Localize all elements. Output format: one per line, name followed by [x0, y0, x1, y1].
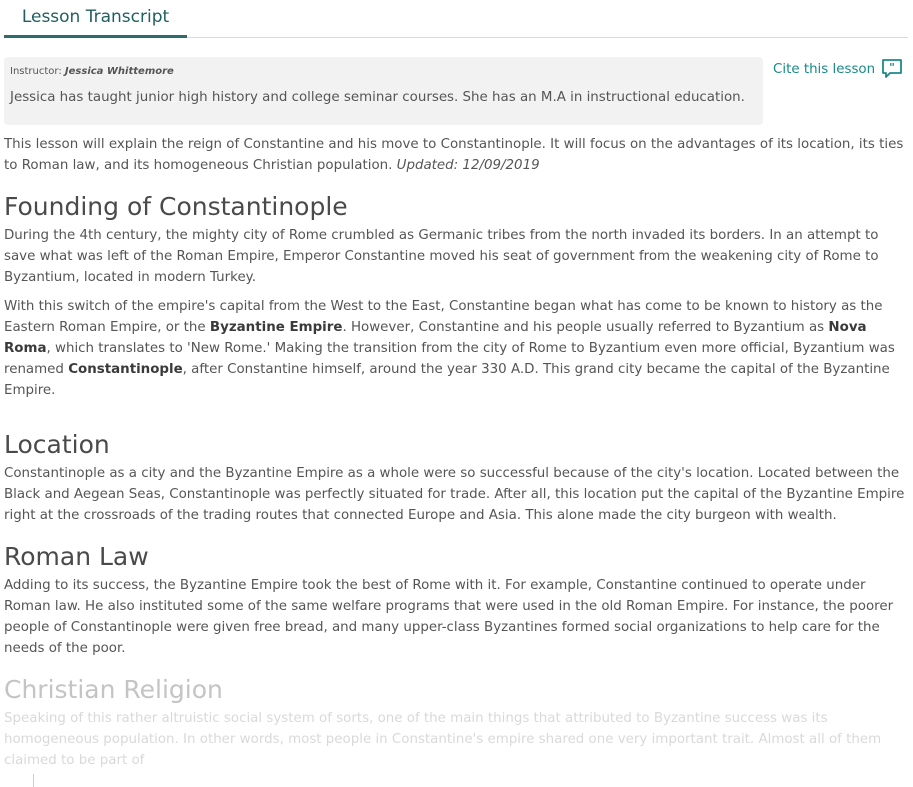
- instructor-box: [4, 57, 763, 125]
- founding-paragraph-2: [4, 296, 907, 401]
- tab-lesson-transcript[interactable]: Lesson Transcript: [4, 0, 187, 38]
- heading-roman-law: Roman Law: [4, 542, 149, 571]
- lesson-intro: [4, 134, 907, 176]
- intro-text: This lesson will explain the reign of Constantine and his move to Constantinople. It will focus on the advantages of its location, its ties to Roman law, and its homogeneous Christian population.: [4, 137, 904, 173]
- location-paragraph: Constantinople as a city and the Byzantine Empire as a whole were so successful because of the city's location. Located between the Black and Aegean Seas, Constantinople was perfectly situated for trade. After all, this location put the capital of the Byzantine Empire right at the crossroads of the trading routes that connected Europe and Asia. This alone made the city burgeon with wealth.: [4, 466, 905, 523]
- text-run: , after Constantine himself, around the year 330 A.D. This grand city became the capital of the Byzantine Empire.: [4, 362, 890, 398]
- term-nova-roma: Nova Roma: [4, 320, 867, 356]
- instructor-label: Instructor:: [10, 66, 62, 77]
- faded-preview: [4, 675, 907, 771]
- roman-law-paragraph: Adding to its success, the Byzantine Empire took the best of Rome with it. For example, Constantine continued to operate under Roman law. He also instituted some of the same welfare programs that were used in the old Roman Empire. For instance, the poorer people of Constantinople were given free bread, and many upper-class Byzantines formed social organizations to help care for the needs of the poor.: [4, 578, 894, 656]
- quote-icon: [881, 58, 903, 80]
- svg-text:": ": [889, 61, 895, 74]
- tab-bar: [4, 0, 908, 38]
- instructor-bio: Jessica has taught junior high history and college seminar courses. She has an M.A in instructional education.: [10, 90, 745, 105]
- text-run: . However, Constantine and his people usually referred to Byzantium as: [342, 320, 829, 335]
- heading-christian-religion: Christian Religion: [4, 675, 223, 704]
- term-byzantine-empire: Byzantine Empire: [209, 320, 343, 335]
- updated-date: Updated: 12/09/2019: [396, 158, 540, 173]
- christian-paragraph: Speaking of this rather altruistic social system of sorts, one of the main things that attributed to Byzantine success was its homogeneous population. In other words, most people in Constantine's empire shared one very important trait. Almost all of them claimed to be part of: [4, 711, 882, 768]
- cite-lesson-link[interactable]: [773, 57, 903, 81]
- founding-paragraph-1: During the 4th century, the mighty city of Rome crumbled as Germanic tribes from the north invaded its borders. In an attempt to save what was left of the Roman Empire, Emperor Constantine moved his seat of government from the weakening city of Rome to Byzantium, located in modern Turkey.: [4, 228, 879, 285]
- instructor-name[interactable]: Jessica Whittemore: [64, 66, 174, 77]
- term-constantinople: Constantinople: [68, 362, 183, 377]
- text-run: With this switch of the empire's capital from the West to the East, Constantine began what has come to be known to history as the Eastern Roman Empire, or the: [4, 299, 883, 335]
- instructor-line: [10, 65, 174, 79]
- text-run: , which translates to 'New Rome.' Making the transition from the city of Rome to Byzantium even more official, Byzantium was renamed: [4, 341, 895, 377]
- heading-location: Location: [4, 430, 110, 459]
- heading-founding: Founding of Constantinople: [4, 192, 348, 221]
- text-cursor: [33, 774, 34, 787]
- transcript-content: [4, 134, 907, 771]
- cite-lesson-label: Cite this lesson: [773, 61, 876, 77]
